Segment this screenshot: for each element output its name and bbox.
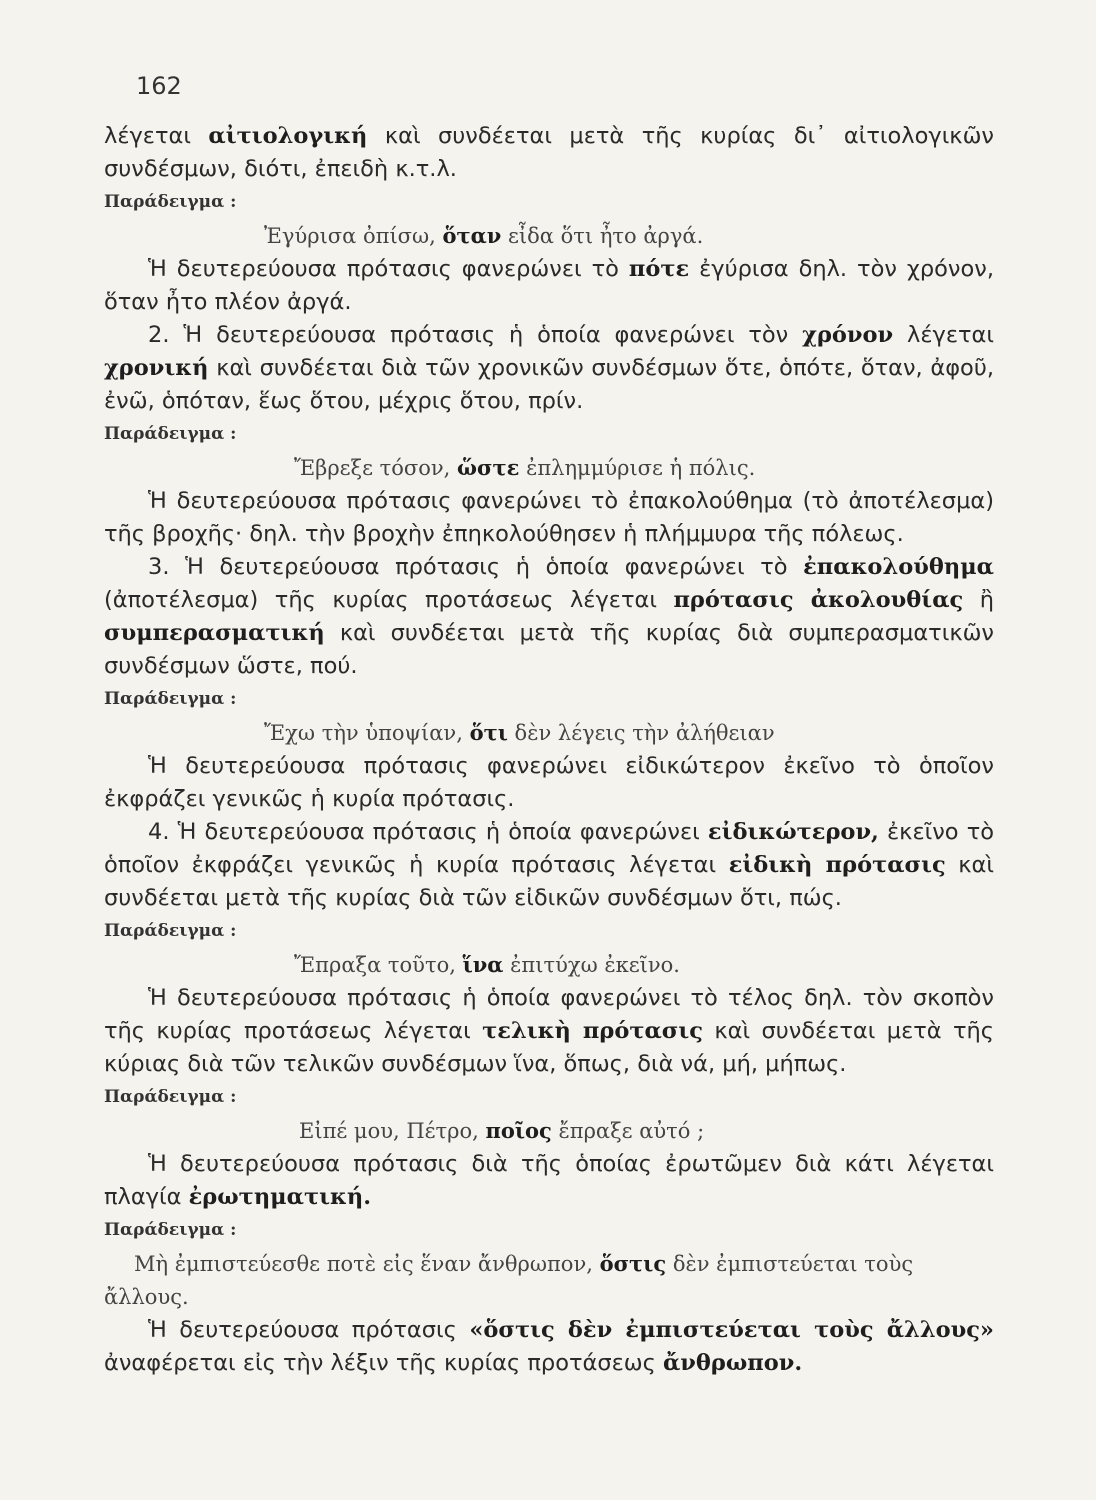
text-run: ἔπραξε αὐτό ; — [551, 1119, 705, 1143]
text-run: δὲν λέγεις τὴν ἀλήθειαν — [507, 721, 775, 745]
text-run: Ἡ δευτερεύουσα πρότασις φανερώνει εἰδικώτερον ἐκεῖνο τὸ ὁποῖον ἐκφράζει γενικῶς ἡ κυρία πρότασις. — [104, 753, 994, 812]
text-run: Ἡ δευτερεύουσα πρότασις διὰ τῆς ὁποίας ἐρωτῶμεν διὰ κάτι λέγεται πλαγία — [104, 1151, 994, 1210]
example-sentence — [104, 716, 994, 750]
body-paragraph — [104, 816, 994, 915]
page-number: 162 — [136, 72, 182, 100]
bold-term: ἄνθρωπον. — [662, 1350, 803, 1376]
bold-term: τελικὴ πρότασις — [482, 1018, 703, 1044]
bold-term: συμπερασματική — [104, 620, 325, 646]
text-run: καὶ συνδέεται μετὰ τῆς κυρίας διὰ τῶν εἰδικῶν συνδέσμων ὅτι, πώς. — [104, 852, 995, 911]
body-paragraph — [104, 1148, 994, 1214]
text-run: καὶ συνδέεται μετὰ τῆς κύριας διὰ τῶν τελικῶν συνδέσμων ἵνα, ὅπως, διὰ νά, μή, μήπως. — [104, 1018, 995, 1077]
text-run: Μὴ ἐμπιστεύεσθε ποτὲ εἰς ἕναν ἄνθρωπον, — [134, 1252, 600, 1276]
text-run: Ἡ δευτερεύουσα πρότασις ἡ ὁποία φανερώνει τὸ τέλος δηλ. τὸν σκοπὸν τῆς κυρίας προτάσεως λέγεται — [104, 985, 994, 1044]
text-run: καὶ συνδέεται διὰ τῶν χρονικῶν συνδέσμων ὅτε, ὁπότε, ὅταν, ἀφοῦ, ἐνῶ, ὁπόταν, ἕως ὅτου, μέχρις ὅτου, πρίν. — [104, 355, 994, 414]
text-run: (ἀποτέλεσμα) τῆς κυρίας προτάσεως λέγεται — [104, 587, 674, 613]
text-run: Ἡ δευτερεύουσα πρότασις φανερώνει τὸ — [148, 256, 629, 282]
bold-term: ἐπακολούθημα — [803, 554, 994, 580]
text-run: ἐπιτύχω ἐκεῖνο. — [503, 953, 680, 977]
bold-term: χρόνον — [802, 322, 894, 348]
text-run: ἐγύρισα δηλ. τὸν χρόνον, ὅταν ἦτο πλέον ἀργά. — [104, 256, 994, 315]
bold-term: «ὅστις δὲν ἐμπιστεύεται τοὺς ἄλλους» — [469, 1317, 994, 1343]
text-run: ἢ — [963, 587, 994, 613]
text-run: καὶ συνδέεται μετὰ τῆς κυρίας διὰ συμπερασματικῶν συνδέσμων ὥστε, πού. — [104, 620, 994, 679]
example-label — [104, 186, 994, 219]
text-run: Ἔχω τὴν ὑποψίαν, — [264, 721, 470, 745]
body-paragraph — [104, 1314, 994, 1380]
text-run: ἐκεῖνο τὸ ὁποῖον ἐκφράζει γενικῶς ἡ κυρία πρότασις λέγεται — [104, 819, 995, 878]
example-sentence — [104, 1114, 994, 1148]
bold-term: ὥστε — [457, 455, 520, 480]
body-paragraph — [104, 253, 994, 319]
bold-term: ὅστις — [599, 1251, 667, 1276]
bold-term: ἵνα — [462, 952, 504, 977]
example-sentence — [104, 219, 994, 253]
bold-term: πότε — [628, 256, 690, 282]
text-run: Εἰπέ μου, Πέτρο, — [299, 1119, 486, 1143]
text-run: εἶδα ὅτι ἦτο ἀργά. — [501, 224, 704, 248]
text-run: λέγεται — [104, 123, 209, 149]
text-run: Ἔβρεξε τόσον, — [294, 456, 458, 480]
bold-term: ἐρωτηματική. — [188, 1184, 372, 1210]
example-label — [104, 1081, 994, 1114]
page-body-text — [104, 120, 994, 1380]
text-run: ἐπλημμύρισε ἡ πόλις. — [519, 456, 756, 480]
bold-term: ὅτι — [469, 720, 508, 745]
text-run: λέγεται — [893, 322, 994, 348]
example-label — [104, 1214, 994, 1247]
text-run: Παράδειγμα : — [104, 1087, 237, 1107]
text-run: 3. Ἡ δευτερεύουσα πρότασις ἡ ὁποία φανερώνει τὸ — [148, 554, 804, 580]
text-run: Παράδειγμα : — [104, 1220, 237, 1240]
bold-term: αἰτιολογική — [208, 123, 368, 149]
body-paragraph — [104, 551, 994, 683]
body-paragraph — [104, 485, 994, 551]
example-sentence — [104, 948, 994, 982]
text-run: Ἔπραξα τοῦτο, — [294, 953, 463, 977]
example-sentence — [104, 451, 994, 485]
example-sentence — [104, 1247, 994, 1314]
body-paragraph — [104, 982, 994, 1081]
example-label — [104, 915, 994, 948]
body-paragraph — [104, 750, 994, 816]
text-run: Ἐγύρισα ὀπίσω, — [264, 224, 443, 248]
text-run: Ἡ δευτερεύουσα πρότασις — [148, 1317, 470, 1343]
bold-term: πρότασις ἀκολουθίας — [673, 587, 964, 613]
text-run: ἀναφέρεται εἰς τὴν λέξιν τῆς κυρίας προτάσεως — [104, 1350, 663, 1376]
body-paragraph — [104, 120, 994, 186]
text-run: δὲν ἐμπιστεύεται τοὺς ἄλλους. — [104, 1252, 914, 1309]
bold-term: εἰδικὴ πρότασις — [728, 852, 946, 878]
text-run: Παράδειγμα : — [104, 921, 237, 941]
text-run: Παράδειγμα : — [104, 424, 237, 444]
example-label — [104, 683, 994, 716]
bold-term: ὅταν — [442, 223, 502, 248]
text-run: 4. Ἡ δευτερεύουσα πρότασις ἡ ὁποία φανερώνει — [148, 819, 708, 845]
text-run: 2. Ἡ δευτερεύουσα πρότασις ἡ ὁποία φανερώνει τὸν — [148, 322, 803, 348]
bold-term: εἰδικώτερον, — [707, 819, 879, 845]
text-run: καὶ συνδέεται μετὰ τῆς κυρίας δι᾽ αἰτιολογικῶν συνδέσμων, διότι, ἐπειδὴ κ.τ.λ. — [104, 123, 994, 182]
body-paragraph — [104, 319, 994, 418]
text-run: Ἡ δευτερεύουσα πρότασις φανερώνει τὸ ἐπακολούθημα (τὸ ἀποτέλεσμα) τῆς βροχῆς· δηλ. τὴν βροχὴν ἐπηκολούθησεν ἡ πλήμμυρα τῆς πόλεως. — [104, 488, 994, 547]
bold-term: ποῖος — [485, 1118, 552, 1143]
text-run: Παράδειγμα : — [104, 192, 237, 212]
text-run: Παράδειγμα : — [104, 689, 237, 709]
example-label — [104, 418, 994, 451]
bold-term: χρονική — [104, 355, 209, 381]
